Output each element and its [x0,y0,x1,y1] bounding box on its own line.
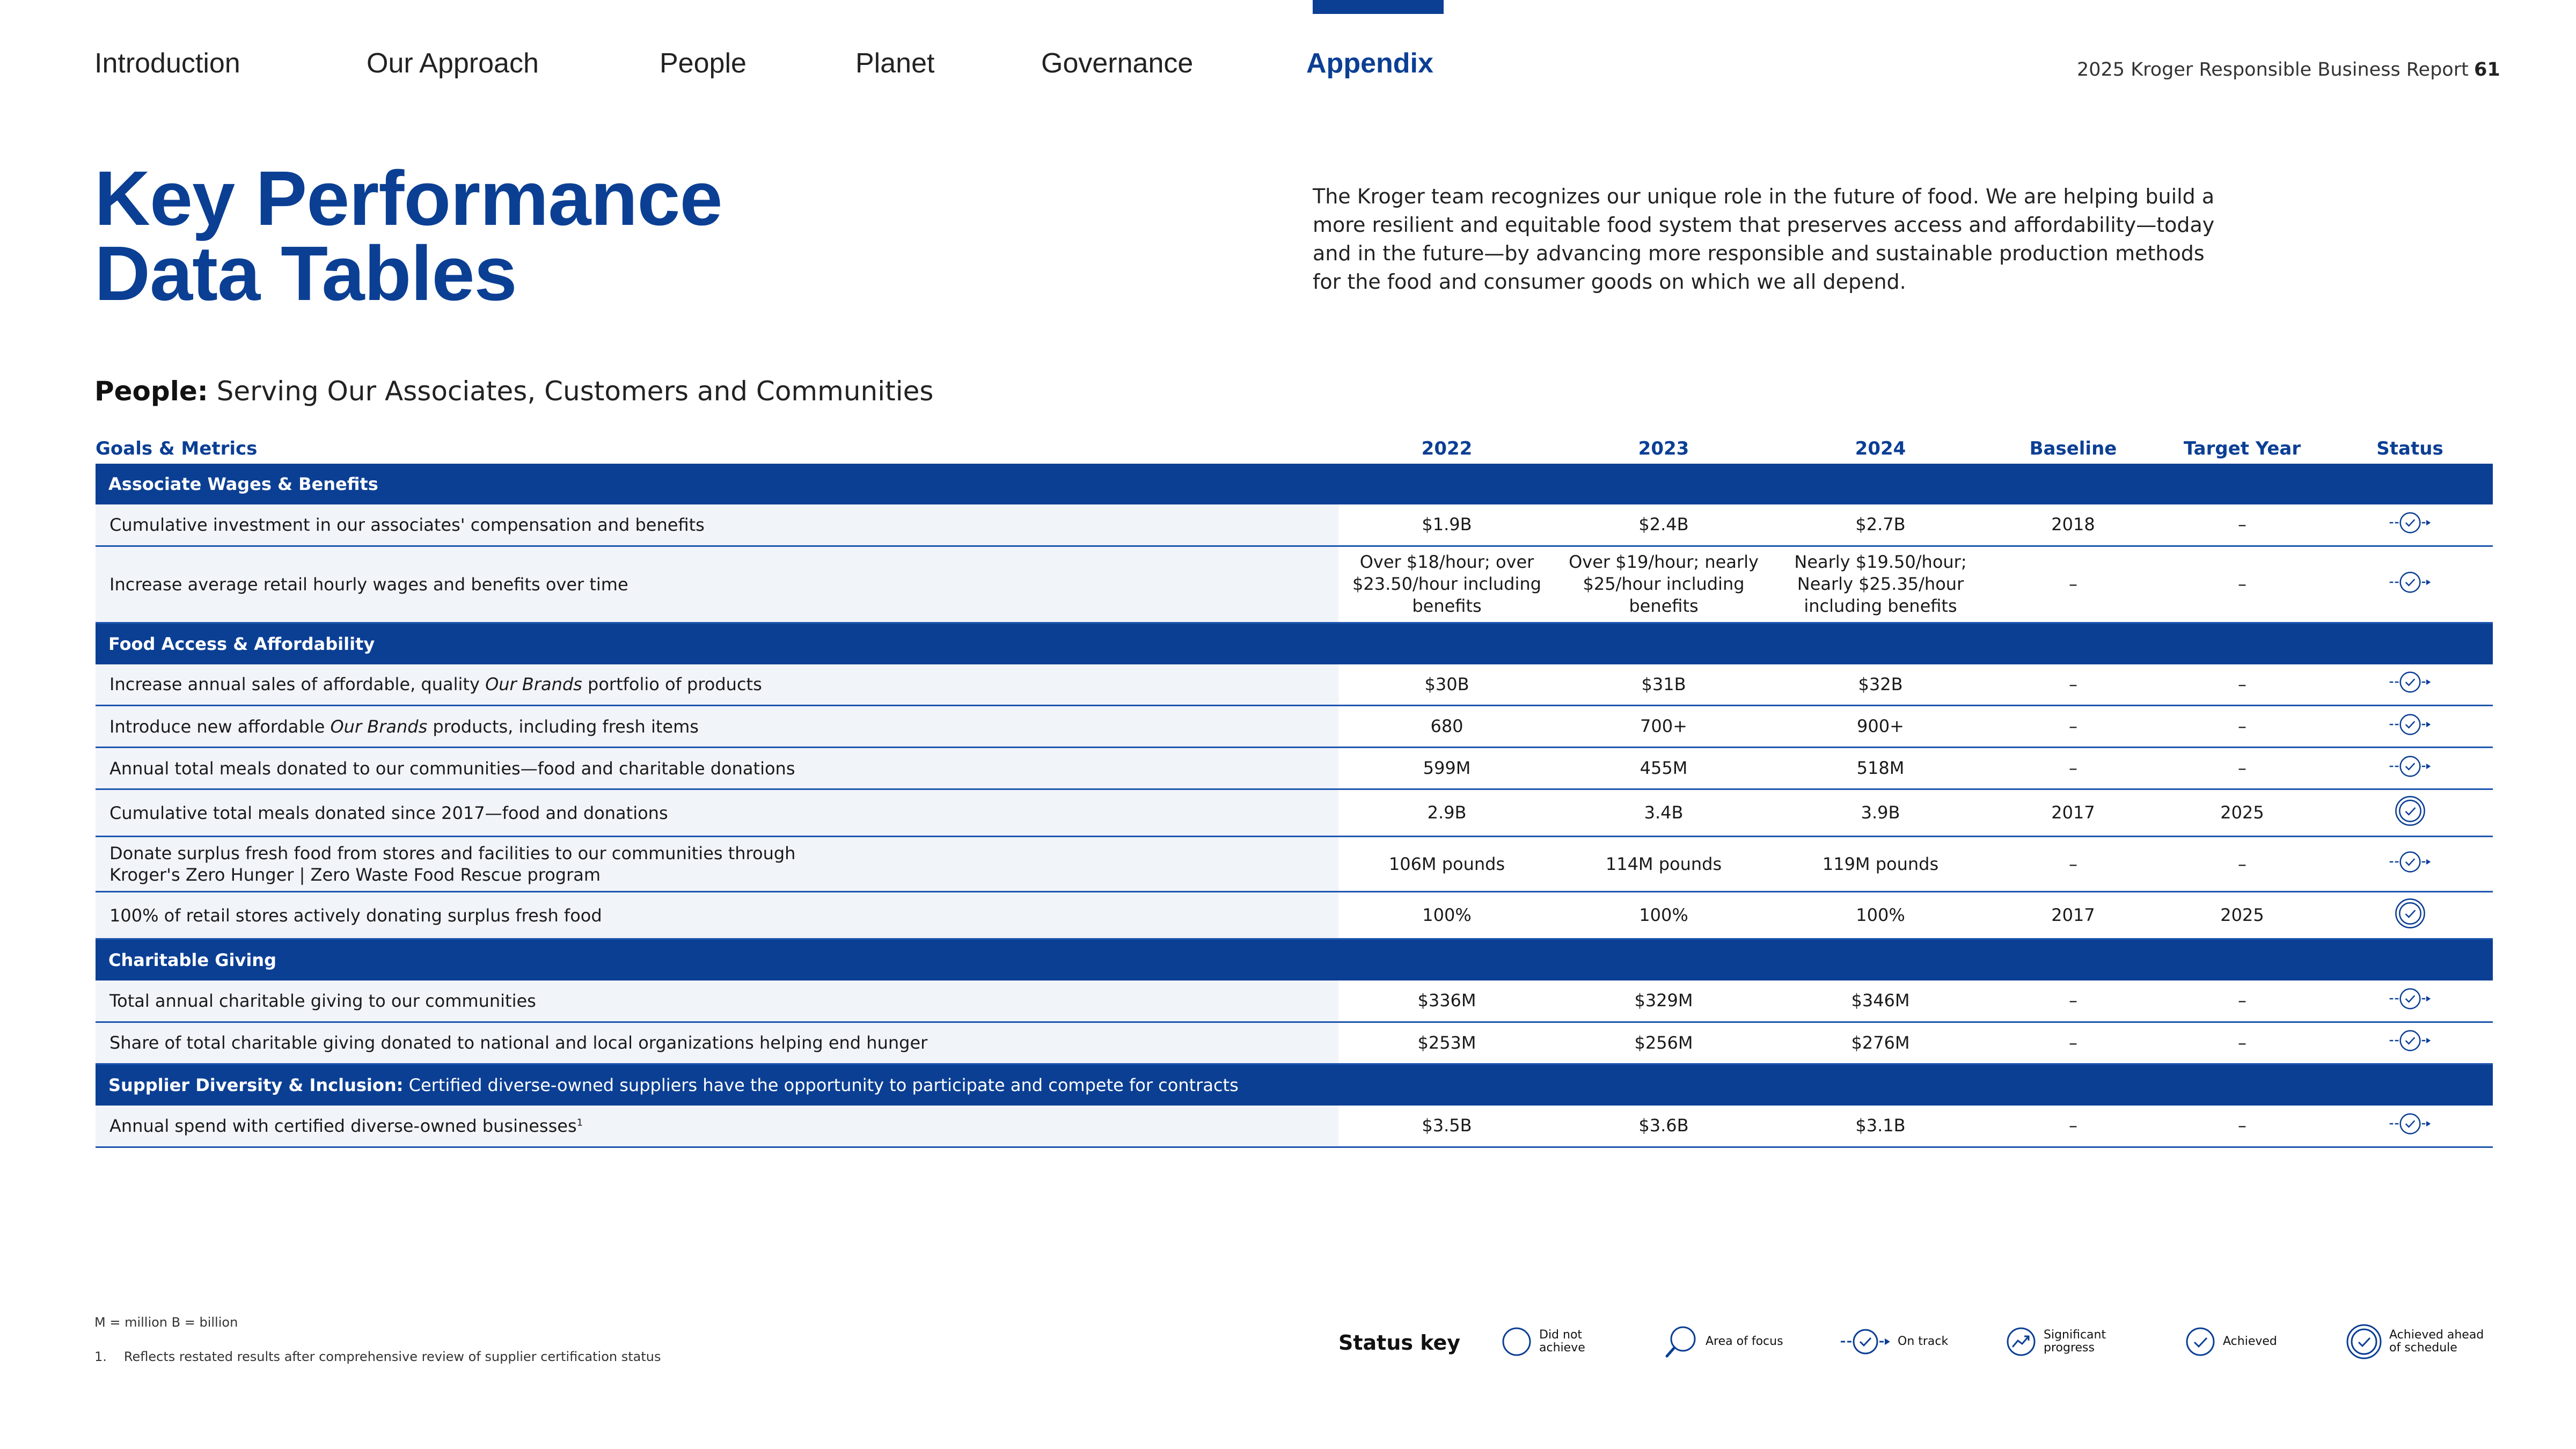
value-2022: 599M [1338,748,1555,789]
value-2022: Over $18/hour; over $23.50/hour including benefits [1338,546,1555,623]
tab-people[interactable]: People [660,48,747,79]
value-2023: Over $19/hour; nearly $25/hour including benefits [1555,546,1772,623]
header-baseline: Baseline [2029,438,2117,459]
tab-appendix[interactable]: Appendix [1306,48,1433,79]
value-2024: 900+ [1772,706,1989,748]
value-target-year: 2025 [2157,892,2327,939]
tab-governance[interactable]: Governance [1041,48,1194,79]
value-baseline: – [1989,837,2157,892]
goal-cell: Annual spend with certified diverse-owned businesses$^1$ [96,1106,1338,1147]
group-row-wages [96,464,2493,504]
status-key-achieved: Achieved [2184,1320,2277,1363]
value-2023: $256M [1555,1022,1772,1064]
tab-introduction[interactable]: Introduction [94,48,240,79]
value-target-year: – [2157,664,2327,706]
value-baseline: – [1989,546,2157,623]
value-baseline: 2018 [1989,504,2157,546]
status-key-title: Status key [1338,1331,1461,1355]
on-track-icon [2389,1027,2432,1058]
status-cell [2327,748,2493,789]
status-cell [2327,664,2493,706]
value-baseline: – [1989,664,2157,706]
table-row [96,504,2493,546]
value-2022: 680 [1338,706,1555,748]
value-baseline: 2017 [1989,892,2157,939]
table-row [96,748,2493,789]
footnote-ref: 1 [576,1117,583,1129]
status-cell [2327,789,2493,837]
value-2023: 700+ [1555,706,1772,748]
header-status: Status [2376,438,2443,459]
value-target-year: – [2157,1022,2327,1064]
value-2023: 100% [1555,892,1772,939]
value-2022: $1.9B [1338,504,1555,546]
value-target-year: – [2157,706,2327,748]
goal-cell: Share of total charitable giving donated to national and local organizations helping end hunger [96,1022,1338,1064]
goal-cell: Increase annual sales of affordable, quality Our Brands portfolio of products [96,664,1338,706]
kpi-table [96,434,2493,1148]
header-2023: 2023 [1638,438,1689,459]
value-2022: $253M [1338,1022,1555,1064]
goal-cell: Increase average retail hourly wages and benefits over time [96,546,1338,623]
footnote-1: 1. Reflects restated results after comprehensive review of supplier certification status [94,1349,661,1364]
value-baseline: – [1989,706,2157,748]
table-row [96,789,2493,837]
value-2024: Nearly $19.50/hour; Nearly $25.35/hour including benefits [1772,546,1989,623]
value-2024: 119M pounds [1772,837,1989,892]
table-row [96,706,2493,748]
header-target-year: Target Year [2183,438,2301,459]
status-key-area-of-focus: Area of focus [1664,1320,1783,1363]
value-baseline: – [1989,980,2157,1022]
on-track-icon [1840,1326,1891,1358]
value-target-year: 2025 [2157,789,2327,837]
value-2024: $3.1B [1772,1106,1989,1147]
status-cell [2327,706,2493,748]
goal-cell: Cumulative investment in our associates' compensation and benefits [96,504,1338,546]
status-cell [2327,504,2493,546]
value-baseline: 2017 [1989,789,2157,837]
value-2022: 106M pounds [1338,837,1555,892]
circle-icon [1501,1326,1533,1358]
magnifier-icon [1664,1324,1699,1359]
goal-cell: Donate surplus fresh food from stores and facilities to our communities through Kroger's Zero Hunger | Zero Waste Food Rescue program [96,837,1338,892]
group-label: Food Access & Affordability [108,633,375,654]
value-2023: 455M [1555,748,1772,789]
check-circle-icon [2184,1326,2216,1358]
page-title-line-1: Key Performance [94,155,722,241]
value-2023: $329M [1555,980,1772,1022]
table-row [96,892,2493,939]
section-title: Serving Our Associates, Customers and Communities [216,376,934,407]
value-2024: 3.9B [1772,789,1989,837]
value-target-year: – [2157,837,2327,892]
on-track-icon [2389,669,2432,700]
group-row-food-access [96,623,2493,664]
intro-paragraph: The Kroger team recognizes our unique role in the future of food. We are helping build a more resilient and equitable food system that preserves access and affordability—today and in the future—by advancing more responsible and sustainable production methods for the food and consumer goods on which we all depend. [1313,185,2215,294]
section-heading [94,376,933,407]
footnote-units: M = million B = billion [94,1315,238,1330]
page-number: 61 [2474,59,2500,80]
group-label: Charitable Giving [108,950,276,970]
status-key-on-track: On track [1840,1320,1948,1363]
value-2022: $3.5B [1338,1106,1555,1147]
on-track-icon [2389,753,2432,784]
goal-cell: Annual total meals donated to our communities—food and charitable donations [96,748,1338,789]
value-baseline: – [1989,1106,2157,1147]
value-target-year: – [2157,504,2327,546]
double-check-circle-icon [2394,897,2426,934]
on-track-icon [2389,569,2432,600]
value-baseline: – [1989,1022,2157,1064]
value-2022: $336M [1338,980,1555,1022]
group-row-supplier-diversity [96,1064,2493,1106]
table-row [96,837,2493,892]
group-row-charitable-giving [96,939,2493,981]
value-2023: $2.4B [1555,504,1772,546]
on-track-icon [2389,848,2432,880]
value-2024: $276M [1772,1022,1989,1064]
group-label: Associate Wages & Benefits [108,474,378,494]
value-2023: $3.6B [1555,1106,1772,1147]
status-cell [2327,837,2493,892]
group-description: Certified diverse-owned suppliers have the opportunity to participate and compete for contracts [408,1074,1239,1095]
goal-cell: Cumulative total meals donated since 2017—food and donations [96,789,1338,837]
status-key-did-not-achieve: Did not achieve [1501,1320,1585,1363]
header-2022: 2022 [1421,438,1473,459]
status-cell [2327,1022,2493,1064]
value-2024: 518M [1772,748,1989,789]
value-target-year: – [2157,1106,2327,1147]
status-key-achieved-ahead: Achieved ahead of schedule [2345,1320,2484,1363]
trend-up-icon [2005,1326,2037,1358]
header-2024: 2024 [1855,438,1906,459]
section-prefix: People: [94,376,208,407]
double-check-circle-icon [2345,1323,2383,1360]
table-row [96,1106,2493,1147]
tab-our-approach[interactable]: Our Approach [367,48,539,79]
value-2023: $31B [1555,664,1772,706]
double-check-circle-icon [2394,795,2426,831]
on-track-icon [2389,509,2432,540]
value-baseline: – [1989,748,2157,789]
report-title: 2025 Kroger Responsible Business Report [2077,59,2469,80]
status-cell [2327,980,2493,1022]
value-2024: $346M [1772,980,1989,1022]
group-label: Supplier Diversity & Inclusion: [108,1074,404,1095]
table-header-row [96,434,2493,464]
value-target-year: – [2157,748,2327,789]
header-goals-metrics: Goals & Metrics [96,438,258,459]
value-2023: 114M pounds [1555,837,1772,892]
value-target-year: – [2157,980,2327,1022]
page-title-line-2: Data Tables [94,230,517,317]
table-row [96,546,2493,623]
value-2024: $32B [1772,664,1989,706]
on-track-icon [2389,1110,2432,1141]
status-key-significant-progress: Significant progress [2005,1320,2106,1363]
status-cell [2327,1106,2493,1147]
tab-planet[interactable]: Planet [855,48,935,79]
value-2022: $30B [1338,664,1555,706]
page-title [94,155,899,317]
status-cell [2327,892,2493,939]
table-row [96,664,2493,706]
on-track-icon [2389,711,2432,742]
on-track-icon [2389,985,2432,1016]
value-2022: 100% [1338,892,1555,939]
value-2023: 3.4B [1555,789,1772,837]
value-target-year: – [2157,546,2327,623]
nav-active-indicator [1313,0,1444,14]
value-2024: $2.7B [1772,504,1989,546]
goal-cell: 100% of retail stores actively donating surplus fresh food [96,892,1338,939]
status-cell [2327,546,2493,623]
goal-cell: Introduce new affordable Our Brands products, including fresh items [96,706,1338,748]
table-row [96,980,2493,1022]
value-2024: 100% [1772,892,1989,939]
goal-cell: Total annual charitable giving to our communities [96,980,1338,1022]
value-2022: 2.9B [1338,789,1555,837]
table-row [96,1022,2493,1064]
